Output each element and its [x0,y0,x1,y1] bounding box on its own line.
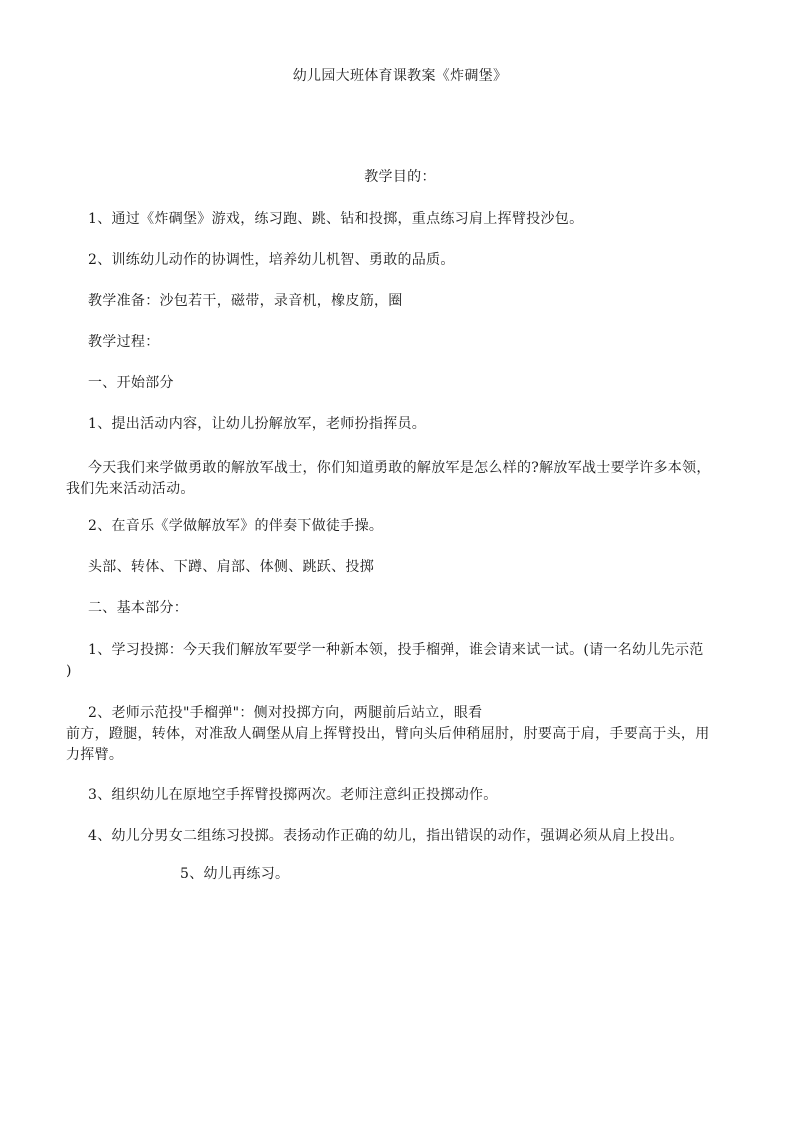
part1-paragraph-line-2: 我们先来活动活动。 [66,481,195,497]
objective-2: 2、训练幼儿动作的协调性，培养幼儿机智、勇敢的品质。 [88,252,455,268]
part2-step-1-line-2: ) [66,663,72,679]
process-heading: 教学过程： [88,334,160,350]
part1-moves: 头部、转体、下蹲、肩部、体侧、跳跃、投掷 [88,559,374,575]
objective-1: 1、通过《炸碉堡》游戏，练习跑、跳、钻和投掷，重点练习肩上挥臂投沙包。 [88,211,584,227]
part1-heading: 一、开始部分 [88,375,174,391]
part2-step-2-line-1: 2、老师示范投"手榴弹"：侧对投掷方向，两腿前后站立，眼看 [88,705,483,721]
document-title: 幼儿园大班体育课教案《炸碉堡》 [292,68,508,84]
preparation-line: 教学准备：沙包若干，磁带，录音机，橡皮筋，圈 [88,293,403,309]
objectives-heading: 教学目的： [364,169,436,185]
part2-step-1-line-1: 1、学习投掷：今天我们解放军要学一种新本领，投手榴弹，谁会请来试一试。(请一名幼儿先示范 [88,642,704,658]
part1-step-2: 2、在音乐《学做解放军》的伴奏下做徒手操。 [88,518,384,534]
part2-step-3: 3、组织幼儿在原地空手挥臂投掷两次。老师注意纠正投掷动作。 [88,787,498,803]
part1-paragraph-line-1: 今天我们来学做勇敢的解放军战士，你们知道勇敢的解放军是怎么样的?解放军战士要学许多本领， [88,460,711,476]
part2-step-4: 4、幼儿分男女二组练习投掷。表扬动作正确的幼儿，指出错误的动作，强调必须从肩上投出。 [88,828,684,844]
part2-step-2-line-2: 前方，蹬腿，转体，对准敌人碉堡从肩上挥臂投出，臂向头后伸稍屈肘，肘要高于肩，手要高于头，用 [66,726,710,742]
part2-step-2-line-3: 力挥臂。 [66,747,124,763]
part2-step-5: 5、幼儿再练习。 [180,866,290,882]
part2-heading: 二、基本部分： [88,600,189,616]
part1-step-1: 1、提出活动内容，让幼儿扮解放军，老师扮指挥员。 [88,416,427,432]
